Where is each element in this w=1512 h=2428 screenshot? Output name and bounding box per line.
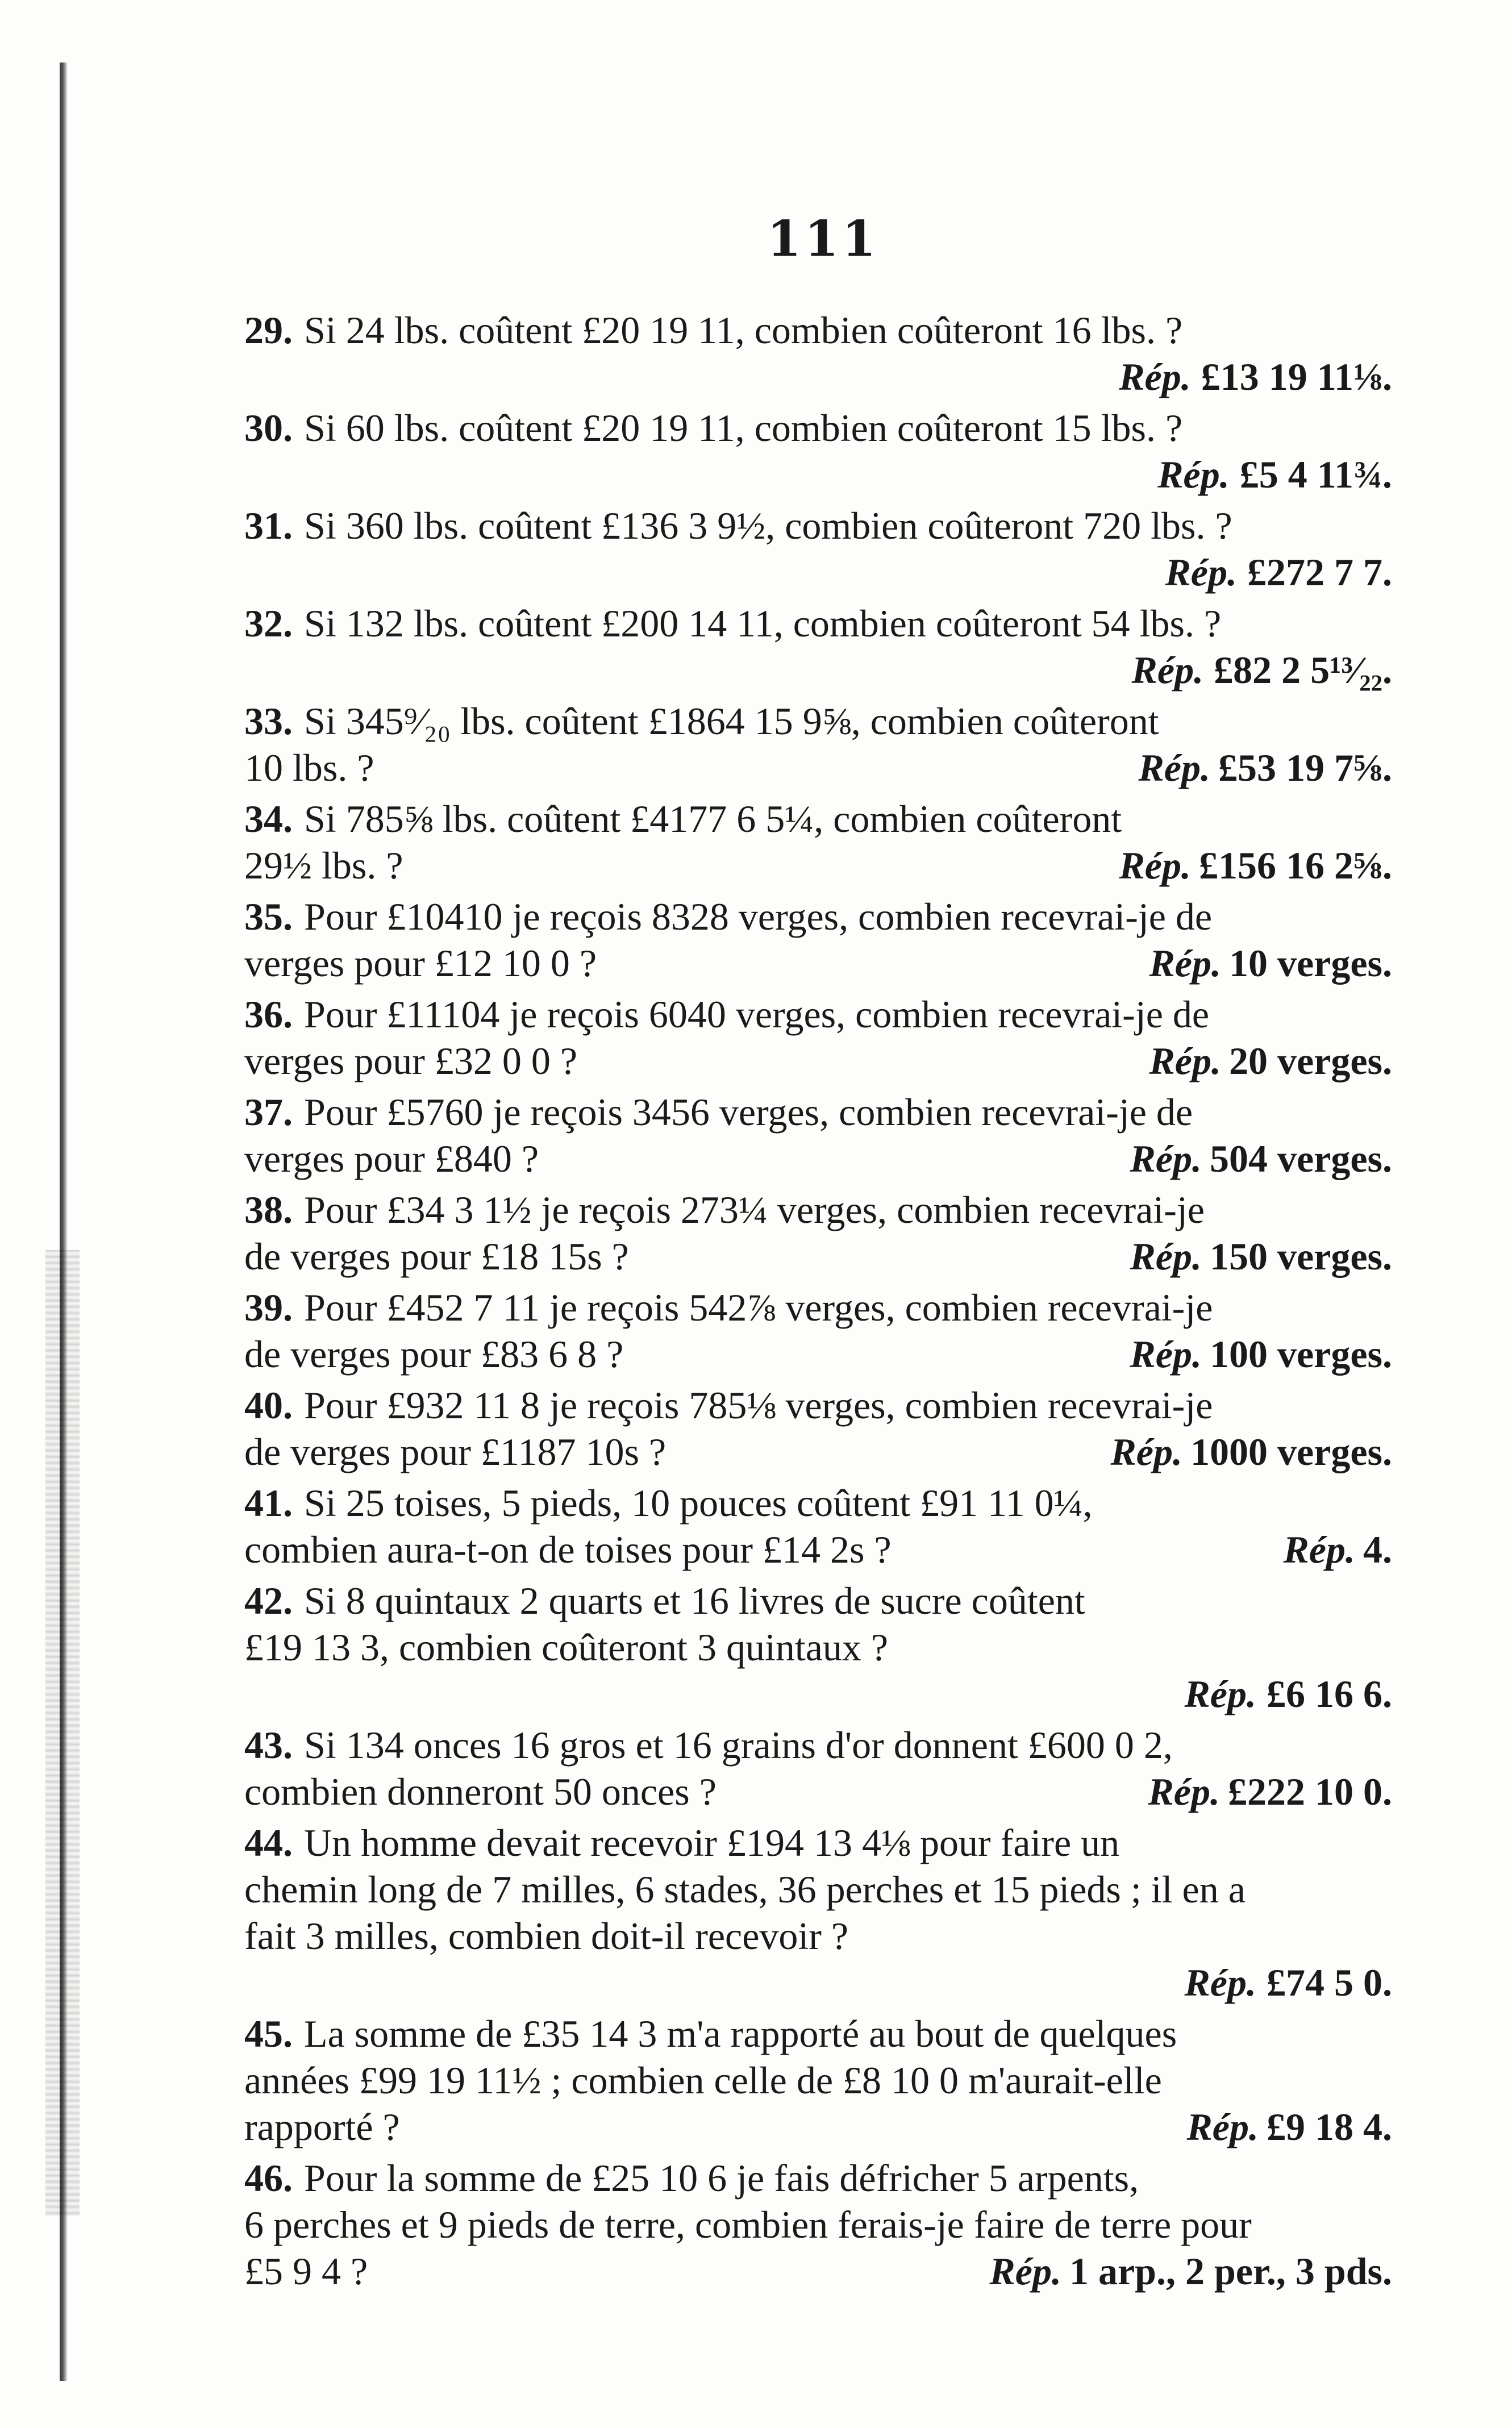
problem-text: années £99 19 11½ ; combien celle de £8 10 0 m'aurait-elle — [244, 2059, 1162, 2102]
answer-value: £6 16 6. — [1267, 1672, 1392, 1715]
problem-number: 45. — [244, 2012, 293, 2055]
answer-label: Rép. — [1184, 1672, 1256, 1715]
problem-item — [244, 307, 1392, 400]
answer-value: £53 19 7⅝. — [1218, 746, 1392, 789]
answer — [244, 1671, 1392, 1717]
answer-value: £13 19 11⅛. — [1201, 355, 1392, 398]
problem-number: 41. — [244, 1481, 293, 1525]
answer-value: 150 verges. — [1209, 1235, 1392, 1278]
problem-line — [244, 502, 1392, 549]
problem-line — [244, 1526, 1392, 1573]
problem-text: verges pour £840 ? — [244, 1137, 539, 1180]
answer-value: £222 10 0. — [1228, 1770, 1392, 1813]
answer-label: Rép. — [1165, 551, 1237, 594]
problem-line — [244, 307, 1392, 353]
problem-number: 46. — [244, 2156, 293, 2200]
problem-text: Si 24 lbs. coûtent £20 19 11, combien coûteront 16 lbs. ? — [304, 309, 1183, 352]
problem-line — [244, 1429, 1392, 1475]
problem-line — [244, 1186, 1392, 1233]
problem-number: 39. — [244, 1286, 293, 1329]
problem-line — [244, 1480, 1392, 1526]
problem-text: Si 134 onces 16 gros et 16 grains d'or donnent £600 0 2, — [304, 1723, 1173, 1767]
answer-label: Rép. — [1131, 648, 1204, 692]
problem-line — [244, 1331, 1392, 1377]
answer-value: £9 18 4. — [1267, 2105, 1392, 2148]
problem-text: Pour £452 7 11 je reçois 542⅞ verges, combien recevrai-je — [304, 1286, 1213, 1329]
answer — [244, 451, 1392, 498]
problem-line — [244, 1577, 1392, 1624]
answer-label: Rép. — [1149, 942, 1221, 985]
problem-item — [244, 600, 1392, 693]
answer-value: 4. — [1363, 1528, 1392, 1571]
problem-item — [244, 698, 1392, 791]
answer-value: £156 16 2⅝. — [1199, 844, 1392, 887]
problem-text: £5 9 4 ? — [244, 2250, 368, 2293]
answer-value: 100 verges. — [1209, 1332, 1392, 1376]
answer — [1119, 842, 1392, 889]
answer-value: 10 verges. — [1228, 942, 1392, 985]
problem-item — [244, 1382, 1392, 1475]
problem-text: 6 perches et 9 pieds de terre, combien ferais-je faire de terre pour — [244, 2203, 1252, 2246]
problem-text: verges pour £12 10 0 ? — [244, 942, 597, 985]
answer-label: Rép. — [1130, 1235, 1202, 1278]
problem-number: 40. — [244, 1384, 293, 1427]
problem-text: Un homme devait recevoir £194 13 4⅛ pour faire un — [304, 1821, 1120, 1864]
answer — [1149, 1038, 1392, 1084]
problem-line — [244, 1038, 1392, 1084]
answer-label: Rép. — [1157, 453, 1230, 496]
answer-value: £5 4 11¾. — [1239, 453, 1392, 496]
answer — [244, 353, 1392, 400]
problem-line — [244, 1768, 1392, 1815]
problem-text: Pour £932 11 8 je reçois 785⅛ verges, combien recevrai-je — [304, 1384, 1213, 1427]
problem-item — [244, 405, 1392, 498]
problem-text: La somme de £35 14 3 m'a rapporté au bout de quelques — [304, 2012, 1177, 2055]
problem-line — [244, 2155, 1392, 2201]
problem-text: rapporté ? — [244, 2105, 400, 2148]
answer-label: Rép. — [1119, 844, 1191, 887]
answer-label: Rép. — [1184, 1961, 1256, 2004]
problem-text: verges pour £32 0 0 ? — [244, 1039, 578, 1082]
problem-line — [244, 600, 1392, 647]
problem-item — [244, 991, 1392, 1084]
problem-number: 35. — [244, 895, 293, 938]
problem-line — [244, 796, 1392, 842]
problem-text: fait 3 milles, combien doit-il recevoir ? — [244, 1914, 849, 1958]
answer — [1186, 2104, 1392, 2150]
problem-text: Si 8 quintaux 2 quarts et 16 livres de sucre coûtent — [304, 1579, 1085, 1622]
problem-text: chemin long de 7 milles, 6 stades, 36 perches et 15 pieds ; il en a — [244, 1868, 1246, 1911]
problem-line — [244, 405, 1392, 451]
problem-line — [244, 2248, 1392, 2294]
page-number: 111 — [767, 210, 880, 268]
problem-text: de verges pour £83 6 8 ? — [244, 1332, 624, 1376]
problem-text: 29½ lbs. ? — [244, 844, 403, 887]
problem-line — [244, 1284, 1392, 1331]
answer — [1148, 1768, 1392, 1815]
problem-item — [244, 1577, 1392, 1717]
problem-line — [244, 2201, 1392, 2248]
answer-value: £74 5 0. — [1267, 1961, 1392, 2004]
answer-value: 20 verges. — [1228, 1039, 1392, 1082]
answer-label: Rép. — [1130, 1332, 1202, 1376]
problem-text: Si 360 lbs. coûtent £136 3 9½, combien coûteront 720 lbs. ? — [304, 504, 1232, 547]
problem-line — [244, 2104, 1392, 2150]
answer-label: Rép. — [1110, 1430, 1182, 1473]
problem-item — [244, 1284, 1392, 1377]
problem-list — [244, 307, 1392, 2299]
problem-line — [244, 1135, 1392, 1182]
problem-text: Si 132 lbs. coûtent £200 14 11, combien coûteront 54 lbs. ? — [304, 602, 1222, 645]
problem-text: £19 13 3, combien coûteront 3 quintaux ? — [244, 1626, 889, 1669]
problem-text: combien donneront 50 onces ? — [244, 1770, 717, 1813]
problem-text: Si 785⅝ lbs. coûtent £4177 6 5¼, combien coûteront — [304, 797, 1122, 840]
problem-line — [244, 940, 1392, 986]
problem-text: Si 345⁹⁄₂₀ lbs. coûtent £1864 15 9⅝, combien coûteront — [304, 699, 1159, 743]
problem-line — [244, 1819, 1392, 1866]
problem-item — [244, 502, 1392, 595]
problem-number: 29. — [244, 309, 293, 352]
binding-speckle — [45, 1250, 80, 2216]
answer — [1149, 940, 1392, 986]
problem-item — [244, 2010, 1392, 2150]
problem-text: Pour £34 3 1½ je reçois 273¼ verges, combien recevrai-je — [304, 1188, 1205, 1231]
problem-item — [244, 1186, 1392, 1280]
answer-label: Rép. — [1138, 746, 1210, 789]
answer-value: 1000 verges. — [1190, 1430, 1392, 1473]
problem-number: 33. — [244, 699, 293, 743]
problem-text: Pour £10410 je reçois 8328 verges, combien recevrai-je de — [304, 895, 1213, 938]
problem-text: Pour la somme de £25 10 6 je fais défricher 5 arpents, — [304, 2156, 1139, 2200]
answer-label: Rép. — [1149, 1039, 1221, 1082]
problem-line — [244, 991, 1392, 1038]
answer — [244, 549, 1392, 595]
problem-text: Si 60 lbs. coûtent £20 19 11, combien coûteront 15 lbs. ? — [304, 406, 1183, 449]
problem-text: Pour £11104 je reçois 6040 verges, combien recevrai-je de — [304, 993, 1210, 1036]
problem-text: Pour £5760 je reçois 3456 verges, combien recevrai-je de — [304, 1090, 1193, 1134]
problem-line — [244, 1089, 1392, 1135]
answer-label: Rép. — [989, 2250, 1061, 2293]
problem-text: Si 25 toises, 5 pieds, 10 pouces coûtent £91 11 0¼, — [304, 1481, 1093, 1525]
answer-label: Rép. — [1119, 355, 1191, 398]
problem-number: 38. — [244, 1188, 293, 1231]
answer — [1130, 1233, 1392, 1280]
answer-label: Rép. — [1148, 1770, 1220, 1813]
problem-line — [244, 842, 1392, 889]
problem-line — [244, 1913, 1392, 1959]
answer — [1110, 1429, 1392, 1475]
answer — [244, 647, 1392, 693]
problem-text: de verges pour £18 15s ? — [244, 1235, 629, 1278]
problem-line — [244, 1233, 1392, 1280]
problem-line — [244, 1382, 1392, 1429]
answer-label: Rép. — [1186, 2105, 1259, 2148]
problem-line — [244, 698, 1392, 744]
problem-text: combien aura-t-on de toises pour £14 2s ? — [244, 1528, 892, 1571]
answer — [989, 2248, 1392, 2294]
problem-line — [244, 2057, 1392, 2104]
problem-line — [244, 744, 1392, 791]
answer-value: 1 arp., 2 per., 3 pds. — [1069, 2250, 1392, 2293]
problem-number: 34. — [244, 797, 293, 840]
problem-text: 10 lbs. ? — [244, 746, 374, 789]
problem-number: 43. — [244, 1723, 293, 1767]
problem-item — [244, 2155, 1392, 2294]
problem-number: 32. — [244, 602, 293, 645]
answer — [1283, 1526, 1392, 1573]
problem-number: 30. — [244, 406, 293, 449]
problem-number: 42. — [244, 1579, 293, 1622]
problem-item — [244, 1480, 1392, 1573]
answer — [1138, 744, 1392, 791]
problem-item — [244, 1819, 1392, 2006]
answer-value: £82 2 5¹³⁄₂₂. — [1214, 648, 1392, 692]
answer — [244, 1959, 1392, 2006]
problem-line — [244, 1866, 1392, 1913]
problem-line — [244, 1722, 1392, 1768]
answer-value: 504 verges. — [1209, 1137, 1392, 1180]
problem-item — [244, 1089, 1392, 1182]
problem-item — [244, 1722, 1392, 1815]
problem-number: 44. — [244, 1821, 293, 1864]
answer — [1130, 1135, 1392, 1182]
problem-number: 37. — [244, 1090, 293, 1134]
answer-label: Rép. — [1130, 1137, 1202, 1180]
problem-line — [244, 2010, 1392, 2057]
answer — [1130, 1331, 1392, 1377]
answer-value: £272 7 7. — [1247, 551, 1392, 594]
problem-text: de verges pour £1187 10s ? — [244, 1430, 667, 1473]
problem-line — [244, 893, 1392, 940]
problem-line — [244, 1624, 1392, 1671]
problem-number: 36. — [244, 993, 293, 1036]
problem-item — [244, 893, 1392, 986]
problem-number: 31. — [244, 504, 293, 547]
answer-label: Rép. — [1283, 1528, 1355, 1571]
problem-item — [244, 796, 1392, 889]
